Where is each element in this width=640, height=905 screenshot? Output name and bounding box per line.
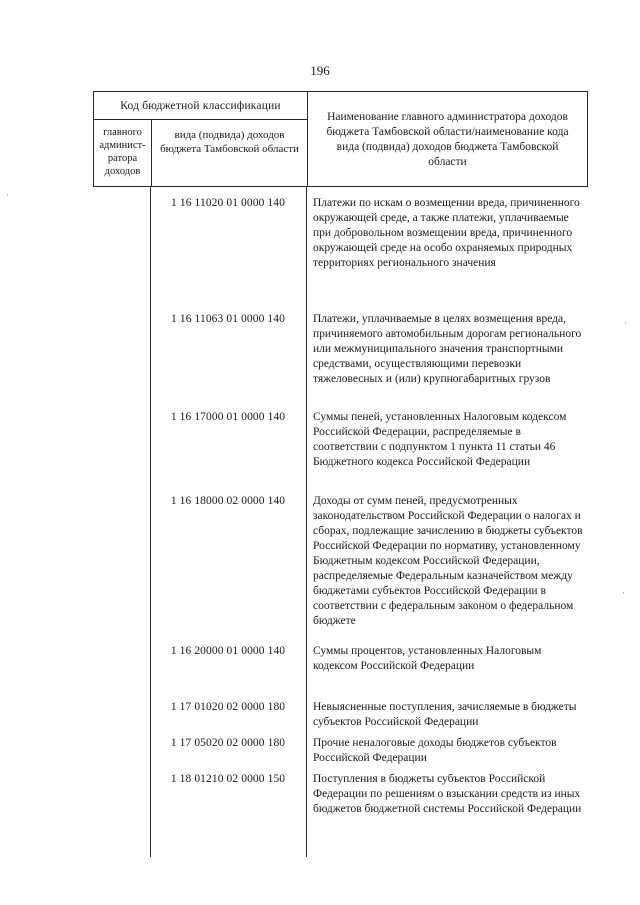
table-row [150,736,590,772]
row-code: 1 17 01020 02 0000 180 [170,701,286,713]
row-code: 1 16 11063 01 0000 140 [171,313,285,325]
table-row [150,494,590,644]
table-row [150,312,590,410]
row-description: Доходы от сумм пеней, предусмотренных законодательством Российской Федерации о налогах и сборах, подлежащие зачислению в бюджеты субъектов Российской Федерации по нормативу, установленному Бюджетным кодексом Российской Федерации, распределяемые Федеральным казначейством между бюджетами субъектов Российской Федерации в соответствии с федеральным законом о федеральном бюджете [313,495,583,627]
row-description: Суммы пеней, установленных Налоговым кодексом Российской Федерации, распределяемые в соответствии с подпунктом 1 пункта 11 статьи 46 Бюджетного кодекса Российской Федерации [313,411,567,468]
header-admin-column: главного админист-ратора доходов [94,120,152,186]
table-row [150,644,590,700]
row-description: Платежи по искам о возмещении вреда, причиненного окружающей среде, а также платежи, уплачиваемые при добровольном возмещении вреда, причиненного окружающей среде на особо охраняемых природных территориях регионального значения [313,197,580,269]
page-number: 196 [310,63,330,78]
row-description: Прочие неналоговые доходы бюджетов субъектов Российской Федерации [313,737,557,764]
scan-speck: · [6,190,9,200]
row-code: 1 16 11020 01 0000 140 [171,197,285,209]
table-row [150,410,590,494]
table-body [150,196,590,836]
row-description: Платежи, уплачиваемые в целях возмещения вреда, причиняемого автомобильным дорогам регионального или межмуниципального значения транспортными средствами, осуществляющими перевозки тяжеловесных и (или) крупногабаритных грузов [313,313,582,385]
table-row [150,196,590,312]
scan-speck: · [624,318,627,328]
header-vid-column: вида (подвида) доходов бюджета Тамбовской области [152,120,308,186]
row-description: Суммы процентов, установленных Налоговым кодексом Российской Федерации [313,645,542,672]
table-row [150,772,590,836]
header-name-column: Наименование главного администратора доходов бюджета Тамбовской области/наименование кода вида (подвида) доходов бюджета Тамбовской области [326,111,569,168]
row-code: 1 16 18000 02 0000 140 [170,495,286,507]
row-code: 1 17 05020 02 0000 180 [170,737,286,749]
header-kbk: Код бюджетной классификации [94,92,308,120]
table-row [150,700,590,736]
scan-speck: · [622,588,625,598]
row-code: 1 18 01210 02 0000 150 [170,773,286,785]
row-description: Невыясненные поступления, зачисляемые в бюджеты субъектов Российской Федерации [313,701,577,728]
table-header [93,91,588,187]
row-description: Поступления в бюджеты субъектов Российской Федерации по решениям о взыскании средств из иных бюджетов бюджетной системы Российской Федерации [313,773,582,815]
row-code: 1 16 17000 01 0000 140 [170,411,286,423]
row-code: 1 16 20000 01 0000 140 [170,645,286,657]
